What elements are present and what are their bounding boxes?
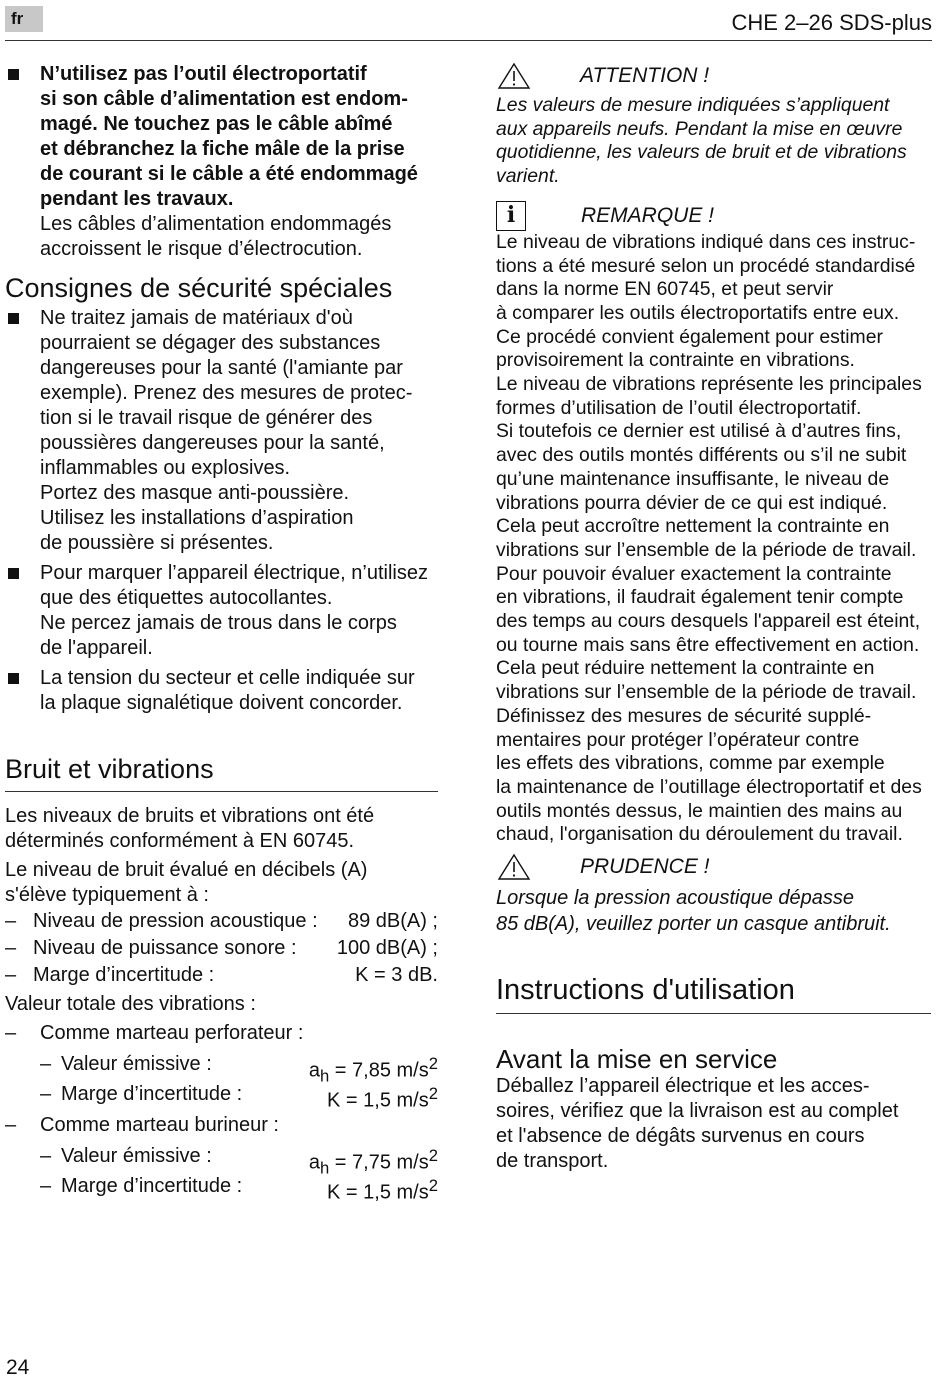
remarque-header [496, 201, 931, 231]
attention-text [496, 94, 931, 189]
text-line: les effets des vibrations, comme par exemple [496, 752, 885, 775]
text-line: mentaires pour protéger l’opérateur contre [496, 728, 860, 751]
text-line: Les niveaux de bruits et vibrations ont été [5, 805, 375, 827]
text-line: dans la norme EN 60745, et peut servir [496, 278, 834, 301]
text-line: vibrations pourra dévier de ce qui est indiqué. [496, 491, 888, 514]
text-line: si son câble d’alimentation est endom- [40, 88, 408, 110]
dash-glyph: – [5, 1114, 17, 1136]
vib-value [327, 1171, 438, 1204]
bullet-square-icon [8, 568, 19, 579]
vibration-total-label: Valeur totale des vibrations : [5, 993, 256, 1015]
text-line: Ce procédé convient également pour estimer [496, 325, 883, 348]
vib-label: Marge d’incertitude : [61, 1083, 243, 1105]
model-name: CHE 2–26 SDS-plus [731, 10, 932, 35]
text-line: exemple). Prenez des mesures de protec- [40, 382, 413, 404]
bullet-square-icon [8, 673, 19, 684]
text-line: inflammables ou explosives. [40, 457, 291, 479]
vib-label: Marge d’incertitude : [61, 1175, 243, 1197]
text-line: Définissez des mesures de sécurité supplé- [496, 704, 872, 727]
text-line: outils montés dessus, le maintien des mains au [496, 799, 903, 822]
text-line: vibrations sur l’ensemble de la période de travail. [496, 681, 917, 704]
instructions-heading: Instructions d'utilisation [496, 974, 795, 1007]
vib-value [308, 1141, 438, 1178]
text-line: accroissent le risque d’électrocution. [40, 238, 363, 260]
text-line: chaud, l'organisation du déroulement du travail. [496, 823, 903, 846]
vib-item [5, 1079, 438, 1112]
text-line: vibrations sur l’ensemble de la période de travail. [496, 538, 917, 561]
text-line: pendant les travaux. [40, 188, 234, 210]
dash-glyph: – [5, 937, 17, 959]
text-line: tion si le travail risque de générer des [40, 407, 373, 429]
bullet-square-icon [8, 69, 19, 80]
attention-label: ATTENTION ! [580, 64, 710, 88]
noise-label: Niveau de pression acoustique : [33, 910, 318, 932]
vib-group-label: Comme marteau burineur : [40, 1114, 279, 1136]
vib-item [5, 1049, 438, 1086]
vib-value-sub: h [319, 1158, 330, 1178]
vib-value-sup: 2 [428, 1146, 438, 1165]
instructions-heading-rule [496, 1013, 931, 1014]
prudence-text [496, 885, 931, 937]
text-line: ou tourne mais sans être effectivement en action. [496, 633, 920, 656]
text-line: la maintenance de l’outillage électroportatif et des [496, 775, 922, 798]
text-line: Ne percez jamais de trous dans le corps [40, 612, 397, 634]
text-line: qu’une maintenance insuffisante, le niveau de [496, 467, 890, 490]
text-line: de l'appareil. [40, 637, 153, 659]
noise-item-uncertainty [5, 962, 438, 989]
text-line: pourraient se dégager des substances [40, 332, 381, 354]
text-line: magé. Ne touchez pas le câble abîmé [40, 113, 393, 135]
safety-heading: Consignes de sécurité spéciales [5, 273, 393, 303]
noise-label: Marge d’incertitude : [33, 964, 215, 986]
cable-warning-bullet [5, 62, 438, 262]
noise-value: 100 dB(A) ; [336, 937, 438, 959]
text-line: de courant si le câble a été endommagé [40, 163, 418, 185]
safety-bullet-1 [5, 306, 438, 556]
text-line: Pour marquer l’appareil électrique, n’utilisez [40, 562, 428, 584]
vib-value-sub: h [319, 1066, 330, 1086]
remarque-label: REMARQUE ! [581, 203, 715, 227]
text-line: Déballez l’appareil électrique et les acces- [496, 1075, 870, 1098]
safety-bullet-2 [5, 561, 438, 661]
text-line: Les câbles d’alimentation endommagés [40, 213, 392, 235]
noise-heading-rule [5, 791, 438, 792]
attention-header [496, 62, 931, 90]
text-line: Pour pouvoir évaluer exactement la contrainte [496, 562, 892, 585]
prudence-header [496, 853, 931, 881]
text-line: Utilisez les installations d’aspiration [40, 507, 354, 529]
text-line: La tension du secteur et celle indiquée sur [40, 667, 415, 689]
dash-glyph: – [40, 1053, 52, 1075]
text-line: provisoirement la contrainte en vibrations. [496, 349, 855, 372]
text-line: des temps au cours desquels l'appareil est éteint, [496, 610, 921, 633]
vib-label: Valeur émissive : [61, 1145, 212, 1167]
text-line: Portez des masque anti-poussière. [40, 482, 350, 504]
text-line: formes d’utilisation de l’outil électroportatif. [496, 396, 862, 419]
vib-value-part: = 7,75 m/s [329, 1151, 429, 1174]
dash-glyph: – [5, 964, 17, 986]
vib-group-title [5, 1109, 438, 1141]
text-line: Ne traitez jamais de matériaux d'où [40, 307, 353, 329]
prudence-label: PRUDENCE ! [580, 855, 710, 879]
info-icon: i [496, 201, 526, 231]
text-line: Les valeurs de mesure indiquées s’appliquent [496, 94, 890, 116]
vib-value [327, 1079, 438, 1112]
text-line: s'élève typiquement à : [5, 884, 209, 906]
text-line: varient. [496, 165, 560, 188]
cable-warning-bold [40, 62, 438, 212]
text-line: de poussière si présentes. [40, 532, 274, 554]
vib-label: Valeur émissive : [61, 1053, 212, 1075]
vib-value-sup: 2 [428, 1084, 438, 1103]
text-line: Cela peut réduire nettement la contrainte en [496, 657, 875, 680]
before-use-text [496, 1074, 931, 1174]
dash-glyph: – [40, 1175, 52, 1197]
text-line: Le niveau de vibrations représente les principales [496, 373, 922, 396]
safety-bullet-3 [5, 666, 438, 716]
cable-warning-normal [40, 212, 438, 262]
text-line: aux appareils neufs. Pendant la mise en œuvre [496, 117, 903, 140]
dash-glyph: – [5, 910, 17, 932]
noise-item-pressure [5, 908, 438, 935]
text-line: Si toutefois ce dernier est utilisé à d’autres fins, [496, 420, 902, 443]
vib-group-title [5, 1017, 438, 1049]
vib-value-sup: 2 [428, 1054, 438, 1073]
text-line: et débranchez la fiche mâle de la prise [40, 138, 405, 160]
vib-value-part: a [308, 1151, 320, 1174]
vib-value-part: a [308, 1059, 320, 1082]
noise-value: 89 dB(A) ; [347, 910, 438, 932]
text-line: déterminés conformément à EN 60745. [5, 830, 355, 852]
text-line: poussières dangereuses pour la santé, [40, 432, 385, 454]
noise-value: K = 3 dB. [355, 964, 438, 986]
vib-item [5, 1171, 438, 1204]
vib-value-part: K = 1,5 m/s [327, 1181, 429, 1204]
text-line: Cela peut accroître nettement la contrainte en [496, 515, 890, 538]
vib-value-part: K = 1,5 m/s [327, 1089, 429, 1112]
text-line: et l'absence de dégâts survenus en cours [496, 1125, 865, 1148]
text-line: avec des outils montés différents ou s’il ne subit [496, 444, 907, 467]
vib-value-sup: 2 [428, 1176, 438, 1195]
language-badge: fr [5, 6, 43, 32]
text-line: N’utilisez pas l’outil électroportatif [40, 63, 367, 85]
before-use-heading: Avant la mise en service [496, 1044, 778, 1075]
remarque-text [496, 231, 931, 847]
dash-glyph: – [40, 1083, 52, 1105]
bullet-square-icon [8, 313, 19, 324]
warning-triangle-icon [496, 62, 532, 90]
vib-value [308, 1049, 438, 1086]
noise-label: Niveau de puissance sonore : [33, 937, 297, 959]
text-line: Lorsque la pression acoustique dépasse [496, 887, 855, 910]
vib-item [5, 1141, 438, 1178]
text-line: à comparer les outils électroportatifs entre eux. [496, 301, 900, 324]
text-line: que des étiquettes autocollantes. [40, 587, 333, 609]
text-line: dangereuses pour la santé (l'amiante par [40, 357, 403, 379]
text-line: en vibrations, il faudrait également tenir compte [496, 586, 904, 609]
left-column [5, 62, 438, 1204]
text-line: Le niveau de vibrations indiqué dans ces instruc- [496, 230, 916, 253]
header-rule [5, 40, 932, 41]
vib-value-part: = 7,85 m/s [329, 1059, 429, 1082]
dash-glyph: – [5, 1022, 17, 1044]
page-number: 24 [6, 1356, 30, 1379]
text-line: tions a été mesuré selon un procédé standardisé [496, 254, 916, 277]
text-line: quotidienne, les valeurs de bruit et de vibrations [496, 141, 907, 164]
text-line: soires, vérifiez que la livraison est au complet [496, 1100, 899, 1123]
text-line: de transport. [496, 1150, 609, 1173]
noise-item-power [5, 935, 438, 962]
text-line: la plaque signalétique doivent concorder. [40, 692, 403, 714]
right-column [496, 62, 931, 1174]
warning-triangle-icon [496, 853, 532, 881]
dash-glyph: – [40, 1145, 52, 1167]
vib-group-label: Comme marteau perforateur : [40, 1022, 304, 1044]
noise-heading: Bruit et vibrations [5, 754, 214, 784]
text-line: 85 dB(A), veuillez porter un casque antibruit. [496, 913, 891, 936]
text-line: Le niveau de bruit évalué en décibels (A) [5, 859, 368, 881]
